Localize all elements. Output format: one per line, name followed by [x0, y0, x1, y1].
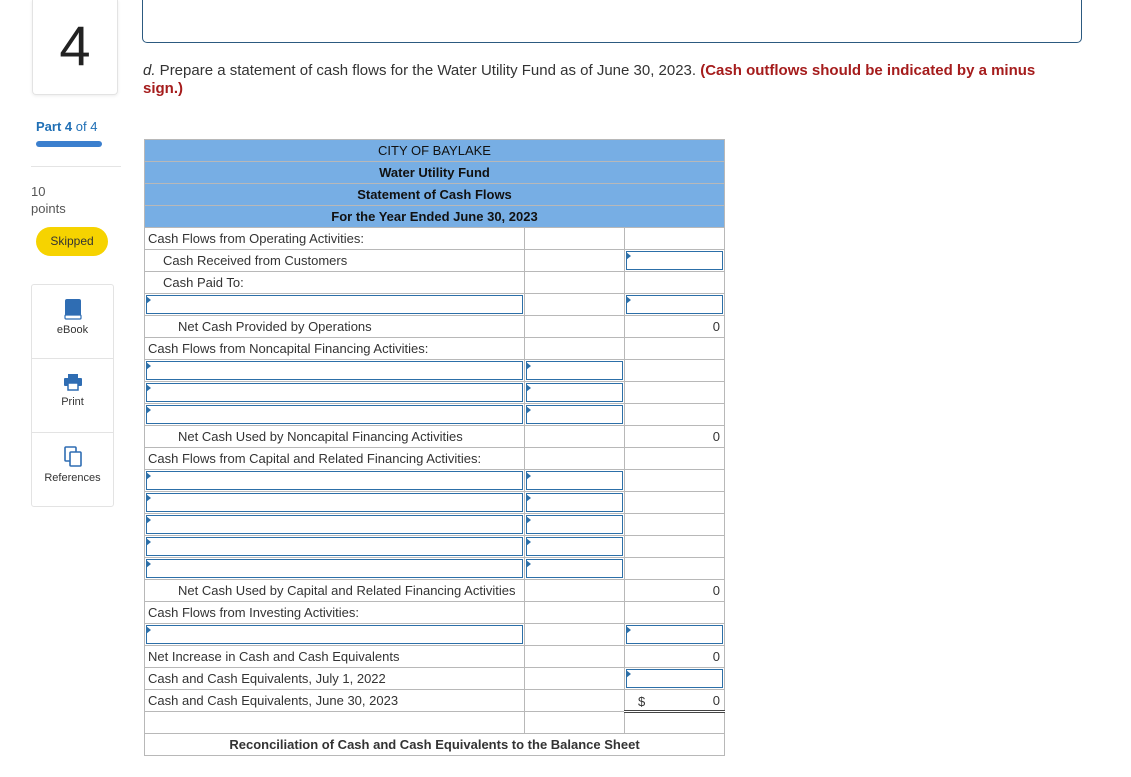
- header-period: For the Year Ended June 30, 2023: [145, 206, 725, 228]
- noncapital-label-input-2[interactable]: [145, 382, 525, 404]
- part-word: Part: [36, 119, 62, 134]
- capital-label-input-2[interactable]: [145, 492, 525, 514]
- references-icon: [63, 446, 83, 468]
- noncapital-heading: Cash Flows from Noncapital Financing Activities:: [145, 338, 525, 360]
- net-operations-value: 0: [625, 316, 725, 338]
- cash-end-cell: [625, 690, 725, 712]
- cash-paid-amount-input[interactable]: [625, 294, 725, 316]
- question-instructions: [143, 62, 1078, 98]
- ebook-icon: [64, 298, 82, 320]
- print-button[interactable]: [32, 372, 113, 433]
- capital-amount-input-3[interactable]: [525, 514, 625, 536]
- references-button[interactable]: [32, 446, 113, 506]
- part-progress-bar: [36, 141, 102, 147]
- cash-received-label: Cash Received from Customers: [145, 250, 525, 272]
- capital-amount-input-4[interactable]: [525, 536, 625, 558]
- noncapital-amount-input-2[interactable]: [525, 382, 625, 404]
- capital-amount-input-2[interactable]: [525, 492, 625, 514]
- part-letter: d.: [143, 62, 156, 79]
- print-label: Print: [61, 396, 84, 408]
- capital-label-input-4[interactable]: [145, 536, 525, 558]
- reconciliation-heading: Reconciliation of Cash and Cash Equivalents to the Balance Sheet: [145, 734, 725, 756]
- cash-begin-input[interactable]: [625, 668, 725, 690]
- currency-symbol: $: [638, 694, 646, 709]
- net-capital-label: Net Cash Used by Capital and Related Financing Activities: [145, 580, 525, 602]
- investing-heading: Cash Flows from Investing Activities:: [145, 602, 525, 624]
- investing-amount-input[interactable]: [625, 624, 725, 646]
- net-operations-label: Net Cash Provided by Operations: [145, 316, 525, 338]
- question-number: 4: [32, 0, 118, 95]
- divider: [31, 166, 121, 167]
- net-noncapital-label: Net Cash Used by Noncapital Financing Activities: [145, 426, 525, 448]
- cash-paid-label: Cash Paid To:: [145, 272, 525, 294]
- noncapital-label-input-1[interactable]: [145, 360, 525, 382]
- status-badge: Skipped: [36, 227, 108, 256]
- investing-label-input[interactable]: [145, 624, 525, 646]
- noncapital-amount-input-3[interactable]: [525, 404, 625, 426]
- previous-answer-box: [142, 0, 1082, 43]
- print-icon: [63, 372, 83, 392]
- net-capital-value: 0: [625, 580, 725, 602]
- cash-end-label: Cash and Cash Equivalents, June 30, 2023: [145, 690, 525, 712]
- noncapital-amount-input-1[interactable]: [525, 360, 625, 382]
- ebook-label: eBook: [56, 324, 89, 336]
- cash-received-input[interactable]: [625, 250, 725, 272]
- part-total: of 4: [75, 119, 98, 134]
- cash-end-value: 0: [712, 692, 720, 708]
- points-value: 10: [31, 184, 46, 199]
- capital-label-input-5[interactable]: [145, 558, 525, 580]
- cash-paid-to-input[interactable]: [145, 294, 525, 316]
- cash-flow-statement: [144, 139, 725, 756]
- capital-heading: Cash Flows from Capital and Related Financing Activities:: [145, 448, 525, 470]
- part-current: 4: [64, 119, 73, 134]
- tools-panel: [31, 284, 114, 507]
- net-increase-label: Net Increase in Cash and Cash Equivalents: [145, 646, 525, 668]
- part-indicator: [36, 119, 97, 134]
- net-increase-value: 0: [625, 646, 725, 668]
- capital-amount-input-5[interactable]: [525, 558, 625, 580]
- header-city: CITY OF BAYLAKE: [145, 140, 725, 162]
- header-statement: Statement of Cash Flows: [145, 184, 725, 206]
- points-label: points: [31, 201, 66, 216]
- instruction-note: (Cash outflows should be indicated by a minus sign.): [143, 62, 1036, 97]
- instruction-text: Prepare a statement of cash flows for the Water Utility Fund as of June 30, 2023.: [155, 62, 701, 79]
- net-noncapital-value: 0: [625, 426, 725, 448]
- capital-label-input-1[interactable]: [145, 470, 525, 492]
- cash-begin-label: Cash and Cash Equivalents, July 1, 2022: [145, 668, 525, 690]
- references-label: References: [44, 472, 101, 484]
- capital-amount-input-1[interactable]: [525, 470, 625, 492]
- operating-heading: Cash Flows from Operating Activities:: [145, 228, 525, 250]
- capital-label-input-3[interactable]: [145, 514, 525, 536]
- points-box: [31, 183, 66, 217]
- header-fund: Water Utility Fund: [145, 162, 725, 184]
- noncapital-label-input-3[interactable]: [145, 404, 525, 426]
- ebook-button[interactable]: [32, 298, 113, 359]
